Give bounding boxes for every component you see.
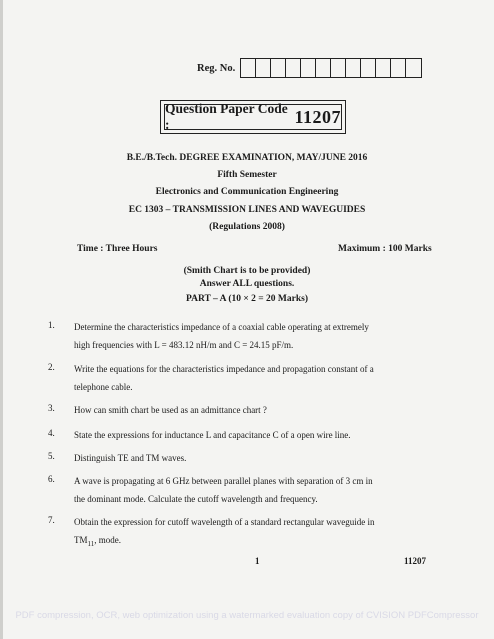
department: Electronics and Communication Engineering	[155, 187, 339, 197]
reg-box	[256, 59, 271, 77]
scan-edge	[0, 0, 3, 639]
question-line: Determine the characteristics impedance of a coaxial cable operating at extremely	[74, 322, 369, 332]
question-line: A wave is propagating at 6 GHz between parallel planes with separation of 3 cm in	[74, 476, 373, 486]
question-line: telephone cable.	[74, 382, 133, 392]
smith-chart-note: (Smith Chart is to be provided)	[183, 266, 311, 276]
mode-suffix: , mode.	[94, 535, 121, 545]
question-line: Distinguish TE and TM waves.	[74, 453, 187, 463]
question-number: 2.	[48, 362, 55, 372]
course-title: EC 1303 – TRANSMISSION LINES AND WAVEGUIDES	[128, 205, 366, 215]
mode-subscript: 11	[87, 539, 95, 548]
question-line: high frequencies with L = 483.12 nH/m and C = 24.15 pF/m.	[74, 340, 294, 350]
reg-box	[346, 59, 361, 77]
reg-box	[241, 59, 256, 77]
regulations: (Regulations 2008)	[209, 222, 285, 232]
answer-all-instruction: Answer ALL questions.	[199, 279, 295, 289]
reg-box	[361, 59, 376, 77]
question-number: 4.	[48, 428, 55, 438]
question-number: 3.	[48, 403, 55, 413]
register-number-label: Reg. No.	[197, 62, 236, 74]
question-line: State the expressions for inductance L and capacitance C of a open wire line.	[74, 430, 351, 440]
question-text	[74, 401, 422, 419]
question-number: 5.	[48, 451, 55, 461]
duration: Time : Three Hours	[77, 244, 158, 254]
question-line: How can smith chart be used as an admittance chart ?	[74, 405, 267, 415]
question-text	[74, 360, 422, 396]
question-paper-code: 11207	[294, 106, 341, 127]
question-paper-code-label: Question Paper Code :	[165, 101, 288, 132]
register-number-boxes	[240, 58, 422, 78]
reg-box	[331, 59, 346, 77]
reg-box	[376, 59, 391, 77]
question-paper-code-inner	[164, 101, 342, 132]
reg-box	[286, 59, 301, 77]
question-line: the dominant mode. Calculate the cutoff wavelength and frequency.	[74, 494, 318, 504]
question-number: 7.	[48, 515, 55, 525]
mode-name: TM	[74, 535, 88, 545]
maximum-marks: Maximum : 100 Marks	[338, 244, 432, 254]
question-text	[74, 426, 422, 444]
question-text	[74, 318, 422, 354]
reg-box	[301, 59, 316, 77]
question-number: 6.	[48, 474, 55, 484]
question-text	[74, 472, 422, 508]
question-text	[74, 449, 422, 467]
question-line: Obtain the expression for cutoff wavelength of a standard rectangular waveguide in	[74, 517, 375, 527]
question-number: 1.	[48, 320, 55, 330]
reg-box	[406, 59, 421, 77]
watermark-text: PDF compression, OCR, web optimization using a watermarked evaluation copy of CVISION PDFCompressor	[15, 610, 479, 621]
part-a-heading: PART – A (10 × 2 = 20 Marks)	[185, 294, 309, 304]
reg-box	[391, 59, 406, 77]
question-line	[74, 531, 422, 553]
question-text	[74, 513, 422, 553]
question-paper-code-box	[160, 100, 346, 134]
footer-code: 11207	[404, 556, 427, 566]
reg-box	[316, 59, 331, 77]
register-number-field	[197, 58, 422, 78]
semester: Fifth Semester	[217, 170, 277, 180]
exam-title: B.E./B.Tech. DEGREE EXAMINATION, MAY/JUNE 2016	[126, 153, 368, 163]
reg-box	[271, 59, 286, 77]
page-number: 1	[255, 556, 260, 566]
question-line: Write the equations for the characteristics impedance and propagation constant of a	[74, 364, 374, 374]
